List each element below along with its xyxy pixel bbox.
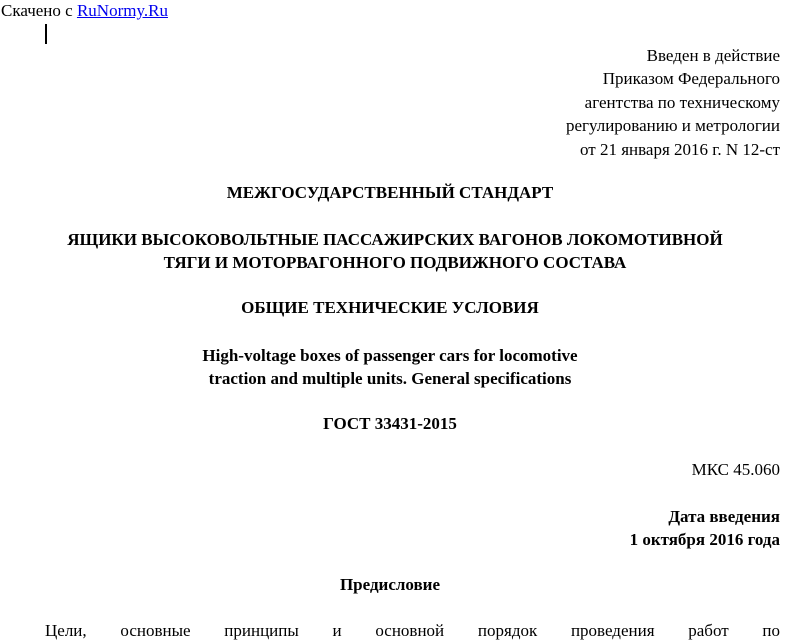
gost-number: ГОСТ 33431-2015 (323, 414, 457, 433)
body-paragraph: Цели, основные принципы и основной порядок проведения работ по (45, 621, 780, 640)
source-prefix: Скачено с (1, 1, 77, 20)
document-title (0, 228, 790, 274)
source-line (1, 1, 168, 21)
enactment-line: от 21 января 2016 г. N 12-ст (579, 139, 780, 159)
source-link[interactable]: RuNormy.Ru (76, 1, 168, 20)
text-cursor (45, 24, 47, 44)
mks-code: МКС 45.060 (691, 460, 780, 479)
enactment-line: Приказом Федерального (602, 69, 780, 89)
english-line: traction and multiple units. General specifications (208, 369, 572, 388)
preface-heading: Предисловие (339, 575, 441, 594)
english-title (0, 344, 780, 390)
title-line: ЯЩИКИ ВЫСОКОВОЛЬТНЫЕ ПАССАЖИРСКИХ ВАГОНОВ ЛОКОМОТИВНОЙ (67, 230, 723, 249)
date-value: 1 октября 2016 года (629, 530, 780, 549)
enactment-line: агентства по техническому (584, 92, 780, 112)
effective-date (630, 505, 780, 551)
date-label: Дата введения (668, 507, 780, 526)
standard-heading: МЕЖГОСУДАРСТВЕННЫЙ СТАНДАРТ (226, 183, 554, 202)
document-subtitle: ОБЩИЕ ТЕХНИЧЕСКИЕ УСЛОВИЯ (241, 298, 539, 317)
english-line: High-voltage boxes of passenger cars for locomotive (202, 346, 578, 365)
enactment-block (566, 44, 780, 161)
title-line: ТЯГИ И МОТОРВАГОННОГО ПОДВИЖНОГО СОСТАВА (163, 253, 627, 272)
enactment-line: регулированию и метрологии (565, 116, 780, 136)
enactment-line: Введен в действие (646, 46, 780, 65)
